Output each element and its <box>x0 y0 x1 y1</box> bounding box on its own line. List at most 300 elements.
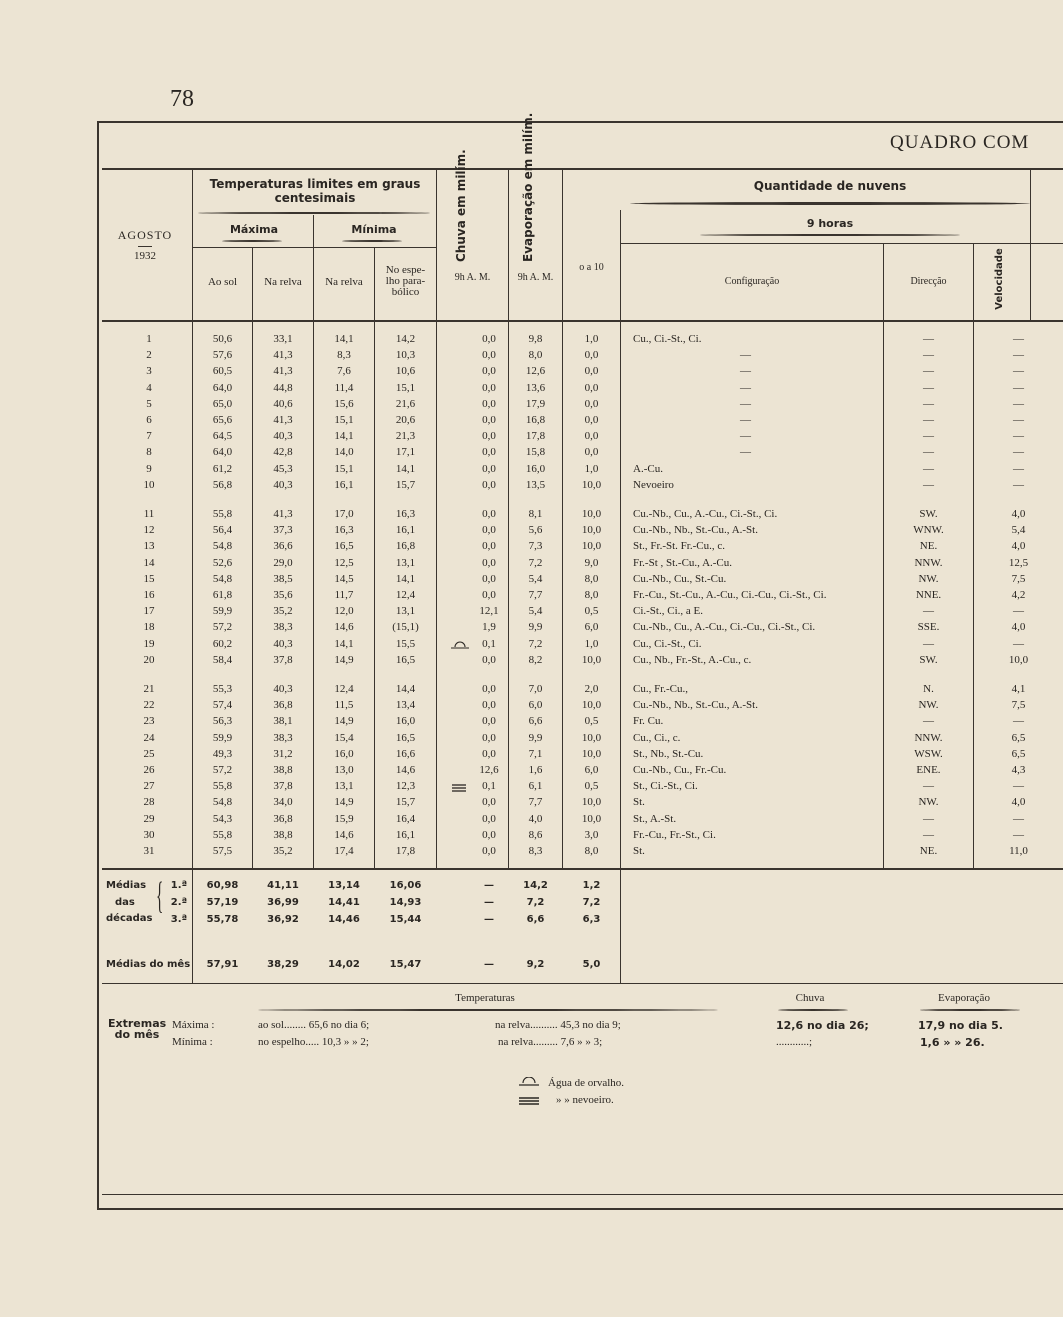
velocidade-cell: — <box>1013 605 1024 618</box>
day-cell: 7 <box>146 430 152 443</box>
ao-sol-cell: 59,9 <box>212 605 233 618</box>
configuracao-cell: — <box>740 397 751 410</box>
velocidade-cell: 4,1 <box>1011 683 1026 695</box>
velocidade-cell: — <box>1013 349 1024 362</box>
velocidade-cell: 6,5 <box>1011 731 1026 744</box>
day-cell: 29 <box>143 812 155 825</box>
fog-symbol-icon <box>450 783 470 793</box>
velocidade-cell: — <box>1013 365 1024 378</box>
chuva-cell: 0,0 <box>482 812 496 825</box>
velocidade-cell: — <box>1013 381 1024 394</box>
direccao-cell: NNW. <box>914 731 943 744</box>
evaporacao-cell: 16,0 <box>525 462 546 475</box>
relva-max-cell: 45,3 <box>273 462 293 475</box>
relva-min-cell: 14,1 <box>334 637 354 650</box>
day-cell: 4 <box>146 381 152 394</box>
ao-sol-cell: 64,5 <box>212 430 233 443</box>
velocidade-cell: — <box>1013 812 1024 825</box>
configuracao-cell: A.-Cu. <box>633 462 663 475</box>
evaporacao-cell: 17,8 <box>525 430 546 443</box>
relva-min-cell: 14,9 <box>334 796 354 809</box>
configuracao-cell: — <box>740 365 751 378</box>
relva-max-cell: 40,3 <box>273 478 293 491</box>
espelho-cell: 17,1 <box>395 446 416 459</box>
relva-max-cell: 37,8 <box>273 653 293 666</box>
espelho-average: 14,93 <box>389 897 422 908</box>
configuracao-cell: St., A.-St. <box>633 812 677 825</box>
direccao-cell: N. <box>923 683 934 695</box>
relva-min-cell: 15,1 <box>334 414 354 426</box>
espelho-average: 16,06 <box>389 880 422 891</box>
configuracao-cell: Fr.-St , St.-Cu., A.-Cu. <box>633 556 733 569</box>
espelho-cell: 16,3 <box>395 508 416 520</box>
chuva-cell: 0,0 <box>482 540 496 553</box>
evaporacao-cell: 17,9 <box>525 397 546 410</box>
extremes-chuva-title: Chuva <box>795 992 825 1004</box>
velocidade-cell: — <box>1013 715 1024 728</box>
nuvens-average: 7,2 <box>582 897 601 908</box>
day-cell: 11 <box>143 508 155 520</box>
relva-min-cell: 14,5 <box>334 572 354 585</box>
day-cell: 23 <box>143 715 155 728</box>
configuracao-cell: Cu.-Nb., Cu., A.-Cu., Ci.-Cu., Ci.-St., Ci. <box>633 621 816 634</box>
chuva-cell: 0,0 <box>482 845 496 857</box>
espelho-cell: 10,6 <box>395 365 416 378</box>
velocidade-header: Velocidade <box>994 248 1005 310</box>
ao-sol-average: 60,98 <box>206 880 239 891</box>
evaporacao-cell: 8,2 <box>528 653 543 666</box>
direccao-cell: ENE. <box>916 764 941 776</box>
max-relva: na relva.......... 45,3 no dia 9; <box>495 1019 621 1031</box>
ao-sol-cell: 60,2 <box>212 637 233 650</box>
nuvens-cell: 0,0 <box>584 381 599 394</box>
configuracao-cell: Cu., Nb., Fr.-St., A.-Cu., c. <box>633 653 752 666</box>
day-cell: 2 <box>146 349 152 362</box>
chuva-cell: 0,0 <box>482 653 496 666</box>
ao-sol-cell: 57,2 <box>212 621 233 634</box>
ao-sol-cell: 55,8 <box>212 508 233 520</box>
relva-min-cell: 11,7 <box>334 589 354 601</box>
direccao-cell: SW. <box>919 653 938 666</box>
espelho-cell: 17,8 <box>395 845 416 857</box>
direccao-cell: — <box>923 381 934 394</box>
ao-sol-cell: 60,5 <box>212 365 233 378</box>
espelho-cell: 16,5 <box>395 653 416 666</box>
direccao-cell: NW. <box>918 572 939 585</box>
configuracao-cell: St. <box>633 796 645 809</box>
velocidade-cell: — <box>1013 446 1024 459</box>
relva-min-cell: 7,6 <box>337 365 351 378</box>
espelho-cell: 16,1 <box>395 524 416 537</box>
nuvens-cell: 0,0 <box>584 365 599 378</box>
relva-min-cell: 14,0 <box>334 446 354 459</box>
nuvens-cell: 2,0 <box>584 683 599 695</box>
ao-sol-cell: 49,3 <box>212 747 233 760</box>
nuvens-cell: 10,0 <box>581 524 602 537</box>
relva-min-cell: 14,9 <box>334 653 354 666</box>
relva-max-cell: 38,1 <box>273 715 293 728</box>
nuvens-cell: 1,0 <box>584 333 599 345</box>
espelho-cell: 16,8 <box>395 540 416 553</box>
day-cell: 3 <box>146 365 152 378</box>
evaporacao-cell: 6,1 <box>528 780 543 793</box>
relva-min-cell: 17,0 <box>334 508 354 520</box>
direccao-cell: NW. <box>918 699 939 712</box>
configuracao-cell: Cu.-Nb., Cu., Fr.-Cu. <box>633 764 727 776</box>
nuvens-cell: 10,0 <box>581 653 602 666</box>
evaporacao-cell: 12,6 <box>525 365 546 378</box>
chuva-cell: 12,1 <box>479 605 499 618</box>
espelho-cell: 16,6 <box>395 747 416 760</box>
day-cell: 25 <box>143 747 155 760</box>
configuracao-cell: St. <box>633 845 645 857</box>
day-cell: 10 <box>143 478 155 491</box>
relva-max-cell: 38,3 <box>273 621 293 634</box>
clouds-header: Quantidade de nuvens <box>753 179 907 193</box>
chuva-header: Chuva em milím. <box>454 149 468 262</box>
day-cell: 26 <box>143 764 155 776</box>
nuvens-cell: 9,0 <box>584 556 599 569</box>
direccao-cell: — <box>923 780 934 793</box>
evaporacao-cell: 4,0 <box>528 812 543 825</box>
direccao-cell: — <box>923 812 934 825</box>
relva-max-cell: 29,0 <box>273 556 293 569</box>
direccao-cell: NNW. <box>914 556 943 569</box>
chuva-average: — <box>484 880 494 891</box>
relva-max-cell: 41,3 <box>273 349 293 362</box>
velocidade-cell: — <box>1013 478 1024 491</box>
evaporacao-cell: 7,3 <box>528 540 543 553</box>
evaporacao-cell: 8,3 <box>528 845 543 857</box>
espelho-cell: 14,2 <box>395 333 416 345</box>
relva-max-cell: 34,0 <box>273 796 293 809</box>
evaporacao-average: 14,2 <box>523 880 548 891</box>
espelho-cell: 16,1 <box>395 828 416 841</box>
day-cell: 17 <box>143 605 155 618</box>
extremes-temps-title: Temperaturas <box>455 992 515 1004</box>
chuva-cell: 0,0 <box>482 556 496 569</box>
table-title: QUADRO COM <box>890 132 1030 153</box>
nuvens-cell: 10,0 <box>581 812 602 825</box>
legend-dew: Água de orvalho. <box>548 1077 625 1089</box>
configuracao-cell: Cu.-Nb., Nb., St.-Cu., A.-St. <box>633 699 758 712</box>
nuvens-cell: 0,5 <box>584 605 599 618</box>
relva-min-cell: 15,6 <box>334 397 354 410</box>
day-cell: 28 <box>143 796 155 809</box>
dew-symbol-icon <box>518 1077 540 1089</box>
ao-sol-cell: 50,6 <box>212 333 233 345</box>
direccao-cell: — <box>923 605 934 618</box>
relva-max-cell: 33,1 <box>273 333 293 345</box>
nuvens-cell: 0,0 <box>584 446 599 459</box>
evaporacao-cell: 8,0 <box>528 349 543 362</box>
direccao-cell: WSW. <box>914 747 943 760</box>
das-label: das <box>115 897 135 908</box>
ao-sol-cell: 55,8 <box>212 828 233 841</box>
relva-max-cell: 36,6 <box>273 540 293 553</box>
configuracao-cell: Cu., Ci., c. <box>633 731 681 744</box>
configuracao-cell: Cu., Fr.-Cu., <box>633 683 689 695</box>
direccao-cell: — <box>923 397 934 410</box>
day-cell: 14 <box>143 556 155 569</box>
ornament-rule <box>920 1009 1020 1011</box>
evaporacao-cell: 7,2 <box>528 556 543 569</box>
espelho-cell: 20,6 <box>395 414 416 426</box>
chuva-cell: 0,0 <box>482 796 496 809</box>
direccao-cell: — <box>923 446 934 459</box>
velocidade-cell: 11,0 <box>1009 845 1028 857</box>
ornament-rule <box>198 212 430 214</box>
relva-max-average: 41,11 <box>267 880 299 891</box>
nuvens-cell: 10,0 <box>581 508 602 520</box>
evaporacao-cell: 6,6 <box>528 715 543 728</box>
dew-symbol-icon <box>450 641 470 651</box>
header-bottom-rule <box>102 320 1063 322</box>
day-cell: 30 <box>143 828 155 841</box>
relva-min-average: 13,14 <box>328 880 360 891</box>
nuvens-average: 1,2 <box>582 880 601 891</box>
chuva-cell: 12,6 <box>479 764 499 776</box>
day-cell: 9 <box>146 462 152 475</box>
chuva-cell: 0,0 <box>482 731 496 744</box>
medias-label: Médias <box>106 880 147 891</box>
espelho-header: No espe- lho para- bólico <box>385 264 426 298</box>
velocidade-cell: — <box>1013 333 1024 345</box>
relva-max-cell: 38,8 <box>273 764 293 776</box>
espelho-cell: 16,4 <box>395 812 416 825</box>
escala-header: o a 10 <box>579 262 604 273</box>
chuva-cell: 0,0 <box>482 478 496 491</box>
chuva-cell: 1,9 <box>482 621 496 634</box>
chuva-cell: 0,0 <box>482 365 496 378</box>
day-cell: 5 <box>146 397 152 410</box>
temps-sub-rule <box>193 247 436 248</box>
ao-sol-average: 55,78 <box>206 914 239 925</box>
relva-min-cell: 12,4 <box>334 683 354 695</box>
nuvens-cell: 0,0 <box>584 397 599 410</box>
min-relva: na relva......... 7,6 » » 3; <box>498 1036 603 1048</box>
configuracao-cell: Fr.-Cu., St.-Cu., A.-Cu., Ci.-Cu., Ci.-St., Ci. <box>633 589 827 601</box>
ao-sol-cell: 55,8 <box>212 780 233 793</box>
velocidade-cell: — <box>1013 780 1024 793</box>
chuva-cell: 0,1 <box>482 780 496 793</box>
evaporacao-cell: 7,1 <box>528 747 543 760</box>
evaporacao-cell: 9,9 <box>528 731 543 744</box>
day-cell: 13 <box>143 540 155 553</box>
velocidade-cell: 6,5 <box>1011 747 1026 760</box>
nuvens-cell: 3,0 <box>584 828 599 841</box>
day-cell: 27 <box>143 780 155 793</box>
velocidade-cell: — <box>1013 462 1024 475</box>
direccao-cell: SSE. <box>917 621 940 634</box>
configuracao-cell: Cu.-Nb., Cu., St.-Cu. <box>633 572 727 585</box>
espelho-cell: 12,3 <box>395 780 416 793</box>
configuracao-cell: Fr. Cu. <box>633 715 664 728</box>
evaporacao-cell: 9,8 <box>528 333 543 345</box>
day-cell: 1 <box>146 333 152 345</box>
nuvens-average: 6,3 <box>582 914 601 925</box>
ao-sol-cell: 57,2 <box>212 764 233 776</box>
configuracao-cell: — <box>740 414 751 426</box>
configuracao-cell: — <box>740 430 751 443</box>
relva-max-month: 38,29 <box>267 959 299 970</box>
nuvens-cell: 0,5 <box>584 715 599 728</box>
decadas-label: décadas <box>106 913 153 924</box>
velocidade-cell: 4,0 <box>1011 796 1026 809</box>
relva-min-cell: 12,0 <box>334 605 354 618</box>
ao-sol-cell: 55,3 <box>212 683 233 695</box>
fog-symbol-icon <box>518 1095 540 1107</box>
min-chuva: ............; <box>776 1036 813 1048</box>
day-cell: 31 <box>143 845 155 857</box>
espelho-cell: 15,7 <box>395 478 416 491</box>
velocidade-cell: — <box>1013 828 1024 841</box>
direccao-cell: WNW. <box>913 524 944 537</box>
ao-sol-average: 57,19 <box>206 897 239 908</box>
ornament-rule <box>778 1009 848 1011</box>
nuvens-cell: 10,0 <box>581 699 602 712</box>
relva-min-cell: 14,1 <box>334 333 354 345</box>
relva-max-cell: 36,8 <box>273 812 293 825</box>
direccao-cell: — <box>923 430 934 443</box>
decadas-brace: { <box>156 875 164 917</box>
espelho-cell: 13,4 <box>395 699 416 712</box>
nuvens-cell: 8,0 <box>584 845 599 857</box>
month-dash <box>138 246 152 247</box>
configuracao-cell: — <box>740 381 751 394</box>
max-chuva: 12,6 no dia 26; <box>776 1019 869 1032</box>
relva-max-cell: 42,8 <box>273 446 293 459</box>
configuracao-cell: St., Ci.-St., Ci. <box>633 780 698 793</box>
ao-sol-cell: 65,0 <box>212 397 233 410</box>
direccao-cell: — <box>923 828 934 841</box>
velocidade-cell: 4,3 <box>1011 764 1026 776</box>
velocidade-cell: — <box>1013 430 1024 443</box>
chuva-cell: 0,0 <box>482 589 496 601</box>
day-cell: 18 <box>143 621 155 634</box>
configuracao-cell: — <box>740 349 751 362</box>
relva-min-cell: 16,1 <box>334 478 354 491</box>
direccao-cell: — <box>923 637 934 650</box>
ao-sol-cell: 56,3 <box>212 715 233 728</box>
espelho-cell: 16,0 <box>395 715 416 728</box>
evaporacao-cell: 15,8 <box>525 446 546 459</box>
maxima-header: Máxima <box>229 223 279 236</box>
espelho-cell: 15,7 <box>395 796 416 809</box>
velocidade-cell: — <box>1013 414 1024 426</box>
direccao-cell: — <box>923 349 934 362</box>
evaporacao-month: 9,2 <box>526 959 545 970</box>
relva-max-cell: 35,2 <box>273 845 293 857</box>
chuva-cell: 0,0 <box>482 349 496 362</box>
relva-max-cell: 40,3 <box>273 430 293 443</box>
relva-min-cell: 16,0 <box>334 747 354 760</box>
nuvens-cell: 10,0 <box>581 540 602 553</box>
evaporacao-cell: 9,9 <box>528 621 543 634</box>
espelho-cell: 15,1 <box>395 381 416 394</box>
evaporacao-cell: 6,0 <box>528 699 543 712</box>
direccao-cell: NNE. <box>915 589 942 601</box>
na-relva-min-header: Na relva <box>325 276 363 288</box>
chuva-cell: 0,0 <box>482 414 496 426</box>
relva-min-month: 14,02 <box>328 959 360 970</box>
minima-header: Mínima <box>351 223 397 236</box>
velocidade-cell: 4,0 <box>1011 540 1026 553</box>
chuva-average: — <box>484 914 494 925</box>
relva-max-cell: 38,3 <box>273 731 293 744</box>
configuracao-cell: St., Nb., St.-Cu. <box>633 747 704 760</box>
configuracao-cell: Fr.-Cu., Fr.-St., Ci. <box>633 828 716 841</box>
evaporacao-cell: 7,0 <box>528 683 543 695</box>
evaporacao-cell: 13,5 <box>525 478 546 491</box>
max-label: Máxima : <box>172 1019 215 1031</box>
ao-sol-cell: 65,6 <box>212 414 233 426</box>
chuva-cell: 0,0 <box>482 381 496 394</box>
direccao-cell: NE. <box>919 845 938 857</box>
espelho-cell: 12,4 <box>395 589 416 601</box>
espelho-cell: 10,3 <box>395 349 416 362</box>
velocidade-cell: 12,5 <box>1008 556 1029 569</box>
frame-bottom-rule <box>102 1194 1063 1195</box>
day-cell: 24 <box>143 731 155 744</box>
ao-sol-cell: 58,4 <box>212 653 233 666</box>
relva-max-cell: 35,2 <box>273 605 293 618</box>
evaporacao-header: Evaporação em milím. <box>521 112 535 262</box>
relva-min-cell: 15,4 <box>334 731 354 744</box>
extremes-evap-title: Evaporação <box>938 992 990 1004</box>
max-sol: ao sol........ 65,6 no dia 6; <box>258 1019 370 1031</box>
min-evap: 1,6 » » 26. <box>920 1036 985 1049</box>
chuva-cell: 0,0 <box>482 446 496 459</box>
decade-cell: 1.ª <box>170 880 188 891</box>
nuvens-cell: 0,0 <box>584 414 599 426</box>
nuvens-cell: 10,0 <box>581 747 602 760</box>
ao-sol-cell: 61,8 <box>212 589 233 601</box>
espelho-average: 15,44 <box>389 914 422 925</box>
ornament-rule <box>630 202 1030 205</box>
ao-sol-cell: 57,4 <box>212 699 233 712</box>
relva-max-cell: 40,3 <box>273 637 293 650</box>
decade-cell: 3.ª <box>170 914 188 925</box>
nove-horas-header: 9 horas <box>806 217 854 230</box>
espelho-cell: (15,1) <box>392 621 419 634</box>
nuvens-cell: 0,0 <box>584 430 599 443</box>
velocidade-cell: 10,0 <box>1008 653 1029 666</box>
relva-max-cell: 38,5 <box>273 572 293 585</box>
evaporacao-cell: 13,6 <box>525 381 546 394</box>
relva-min-cell: 11,5 <box>334 699 354 712</box>
evaporacao-cell: 7,7 <box>528 796 543 809</box>
header-top-rule <box>102 168 1063 170</box>
direccao-cell: — <box>923 462 934 475</box>
relva-max-cell: 35,6 <box>273 589 293 601</box>
ao-sol-cell: 57,5 <box>212 845 233 857</box>
espelho-cell: 16,5 <box>395 731 416 744</box>
configuracao-cell: Cu.-Nb., Nb., St.-Cu., A.-St. <box>633 524 758 537</box>
relva-max-cell: 37,3 <box>273 524 293 537</box>
velocidade-cell: 4,0 <box>1011 621 1026 634</box>
relva-min-cell: 14,9 <box>334 715 354 728</box>
relva-min-cell: 13,0 <box>334 764 354 776</box>
evaporacao-cell: 7,2 <box>528 637 543 650</box>
relva-max-cell: 37,8 <box>273 780 293 793</box>
chuva-cell: 0,0 <box>482 572 496 585</box>
velocidade-cell: 5,4 <box>1011 524 1026 537</box>
nuvens-cell: 1,0 <box>584 462 599 475</box>
espelho-cell: 14,1 <box>395 572 416 585</box>
relva-min-cell: 16,5 <box>334 540 354 553</box>
direccao-cell: NW. <box>918 796 939 809</box>
